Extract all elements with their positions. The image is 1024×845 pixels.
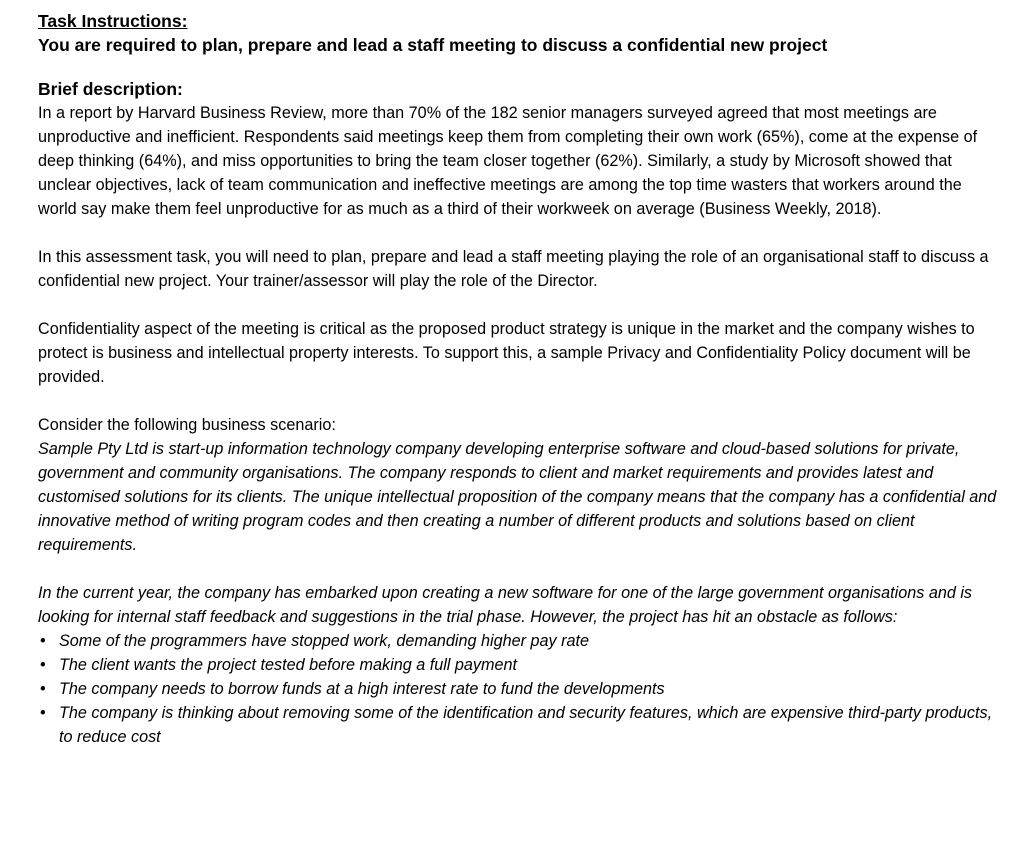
brief-paragraph-1: In a report by Harvard Business Review, more than 70% of the 182 senior managers surveyed agreed that most meetings are unproductive and inefficient. Respondents said meetings keep them from completing their own work (65%), come at the expense of deep thinking (64%), and miss opportunities to bring the team closer together (62%). Similarly, a study by Microsoft showed that unclear objectives, lack of team communication and ineffective meetings are among the top time wasters that workers around the world say make them feel unproductive for as much as a third of their workweek on average (Business Weekly, 2018). <box>38 104 978 218</box>
list-item <box>38 629 998 653</box>
list-item <box>38 677 998 701</box>
obstacle-list <box>38 629 998 749</box>
brief-paragraph-3: Confidentiality aspect of the meeting is critical as the proposed product strategy is unique in the market and the company wishes to protect is business and intellectual property interests. To support this, a sample Privacy and Confidentiality Policy document will be provided. <box>38 320 975 386</box>
bullet-icon: • <box>40 680 46 698</box>
spacer <box>38 389 998 413</box>
bullet-icon: • <box>40 704 46 722</box>
task-title: You are required to plan, prepare and lead a staff meeting to discuss a confidential new project <box>38 35 828 55</box>
spacer <box>38 293 998 317</box>
spacer <box>38 221 998 245</box>
scenario-description: Sample Pty Ltd is start-up information technology company developing enterprise software and cloud-based solutions for private, government and community organisations. The company responds to client and market requirements and provides latest and customised solutions for its clients. The unique intellectual proposition of the company means that the company has a confidential and innovative method of writing program codes and then creating a number of different products and solutions based on client requirements. <box>38 440 997 554</box>
spacer <box>38 57 998 77</box>
bullet-icon: • <box>40 632 46 650</box>
bullet-icon: • <box>40 656 46 674</box>
spacer <box>38 557 998 581</box>
task-instructions-label: Task Instructions: <box>38 11 188 31</box>
list-item <box>38 653 998 677</box>
obstacle-text: The company needs to borrow funds at a high interest rate to fund the developments <box>59 680 665 698</box>
scenario-current-year: In the current year, the company has embarked upon creating a new software for one of the large government organisations and is looking for internal staff feedback and suggestions in the trial phase. However, the project has hit an obstacle as follows: <box>38 584 973 626</box>
list-item <box>38 701 998 749</box>
document-page <box>38 9 998 749</box>
brief-description-heading: Brief description: <box>38 79 183 99</box>
obstacle-text: The company is thinking about removing some of the identification and security features, which are expensive third-party products, to reduce cost <box>59 704 993 746</box>
brief-paragraph-2: In this assessment task, you will need to plan, prepare and lead a staff meeting playing the role of an organisational staff to discuss a confidential new project. Your trainer/assessor will play the role of the Director. <box>38 248 989 290</box>
obstacle-text: Some of the programmers have stopped work, demanding higher pay rate <box>59 632 589 650</box>
obstacle-text: The client wants the project tested before making a full payment <box>59 656 517 674</box>
scenario-intro: Consider the following business scenario: <box>38 416 336 434</box>
